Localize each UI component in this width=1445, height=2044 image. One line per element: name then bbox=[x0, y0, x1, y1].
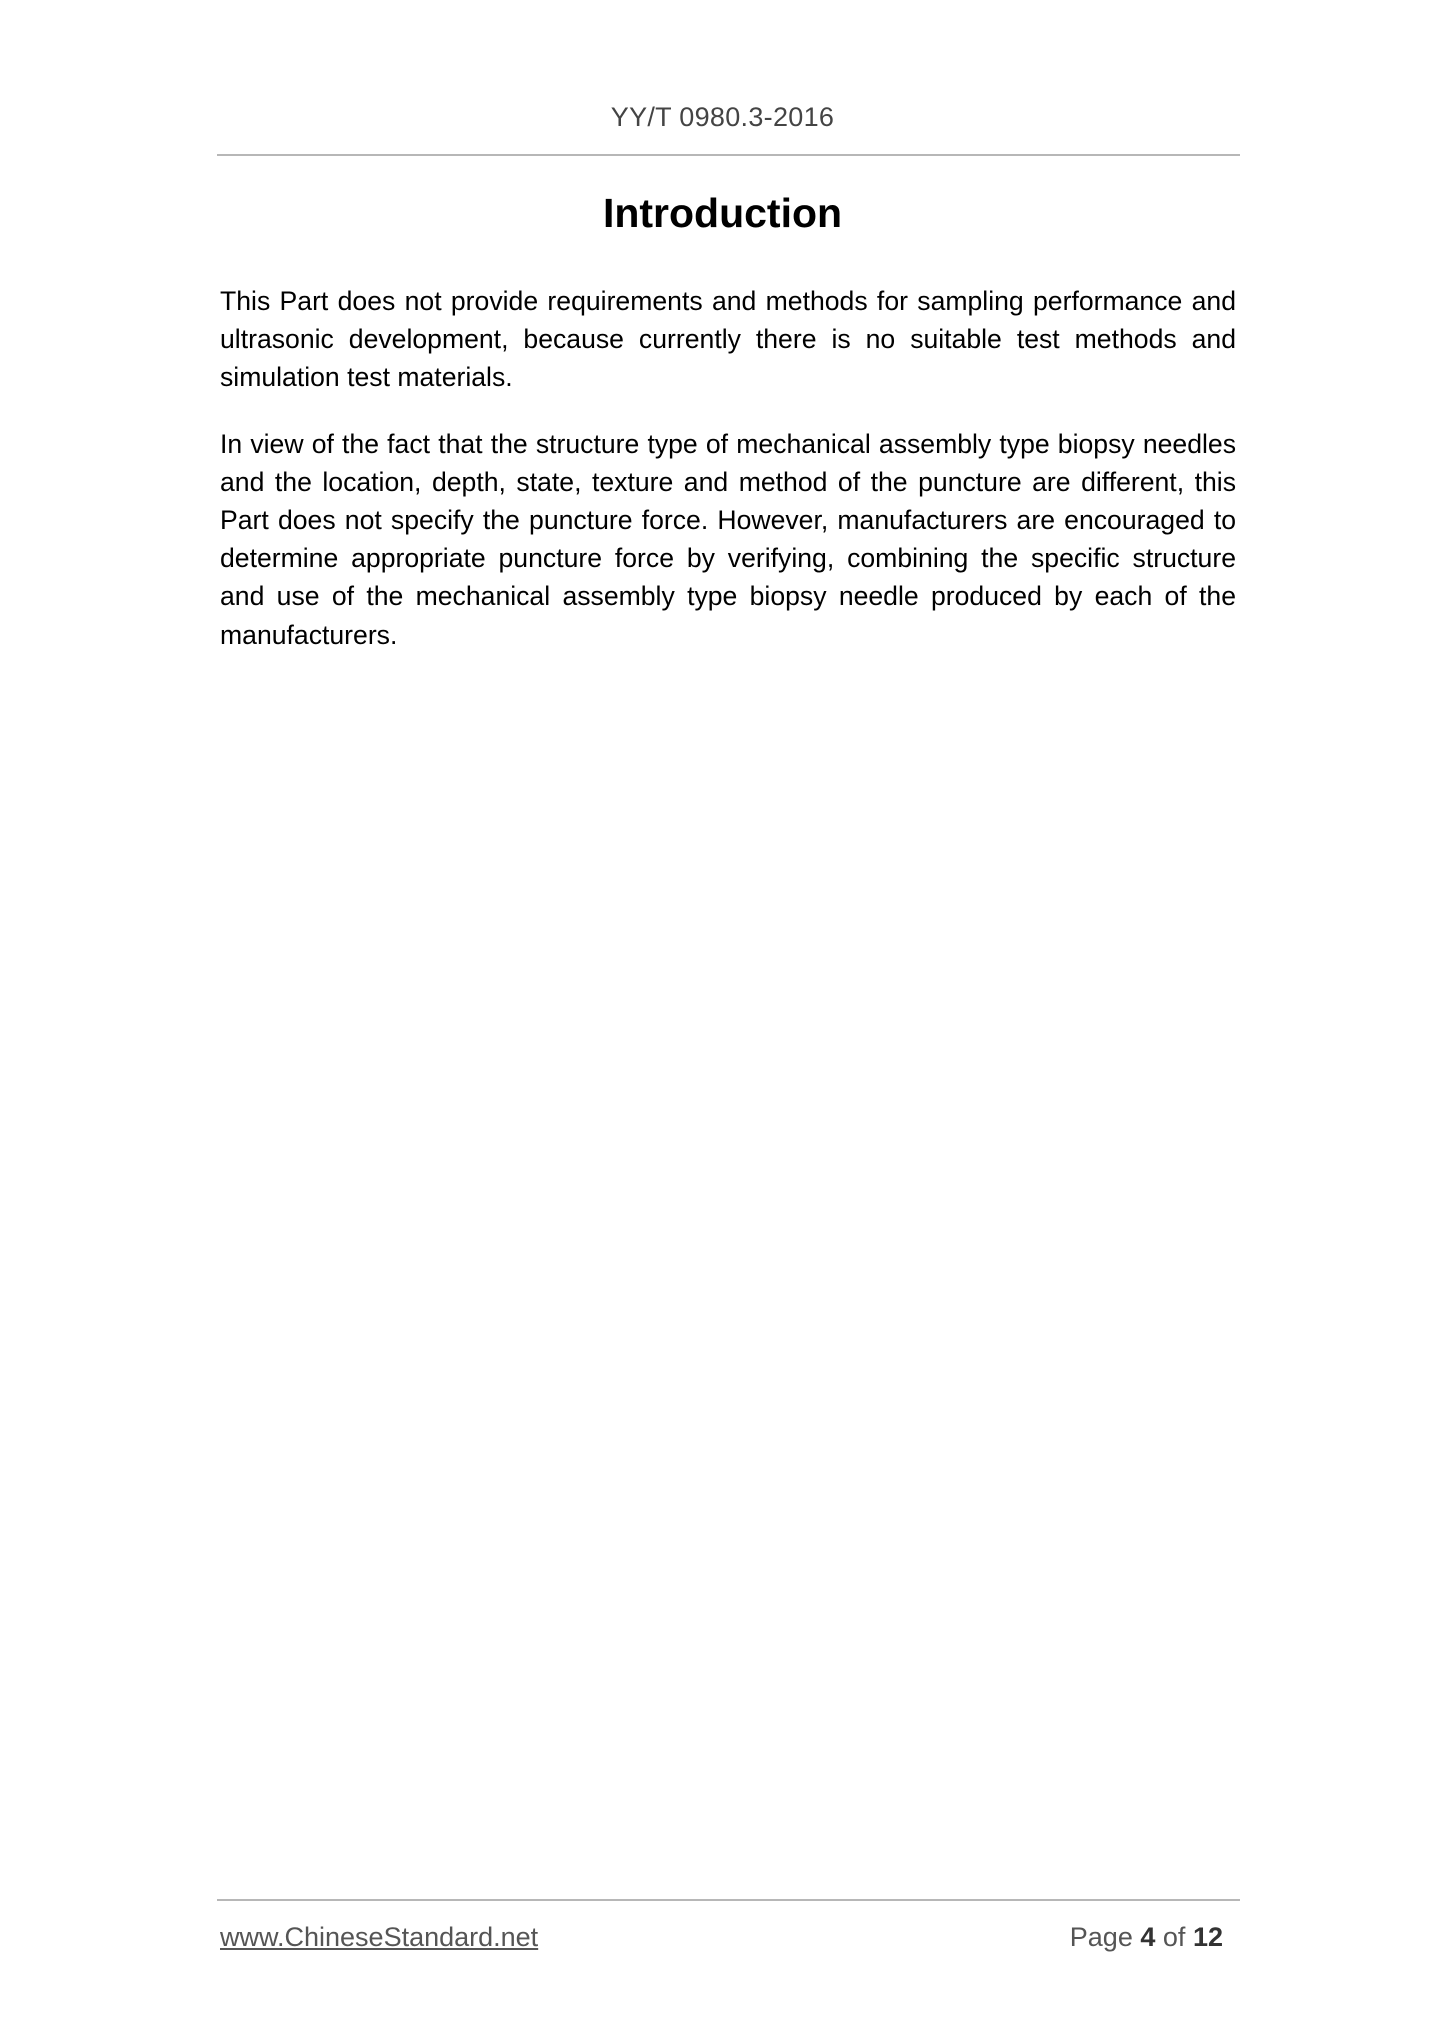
body-text bbox=[220, 282, 1236, 682]
page-indicator bbox=[1070, 1922, 1223, 1953]
header-divider bbox=[217, 154, 1240, 156]
page-of-word: of bbox=[1162, 1922, 1186, 1952]
paragraph-2: In view of the fact that the structure type of mechanical assembly type biopsy needles and the location, depth, state, texture and method of the puncture are different, this Part does not specify the puncture force. However, manufacturers are encouraged to determine appropriate puncture force by verifying, combining the specific structure and use of the mechanical assembly type biopsy needle produced by each of the manufacturers. bbox=[220, 428, 1236, 650]
document-code-header: YY/T 0980.3-2016 bbox=[610, 102, 835, 132]
page-word: Page bbox=[1069, 1922, 1133, 1952]
page-total: 12 bbox=[1192, 1922, 1223, 1952]
paragraph-1: This Part does not provide requirements and methods for sampling performance and ultrasonic development, because currently there is no suitable test methods and simulation test materials. bbox=[220, 286, 1236, 393]
footer-divider bbox=[217, 1899, 1240, 1901]
page-current: 4 bbox=[1140, 1922, 1156, 1952]
page-title: Introduction bbox=[602, 190, 843, 236]
website-link[interactable]: www.ChineseStandard.net bbox=[220, 1922, 539, 1952]
